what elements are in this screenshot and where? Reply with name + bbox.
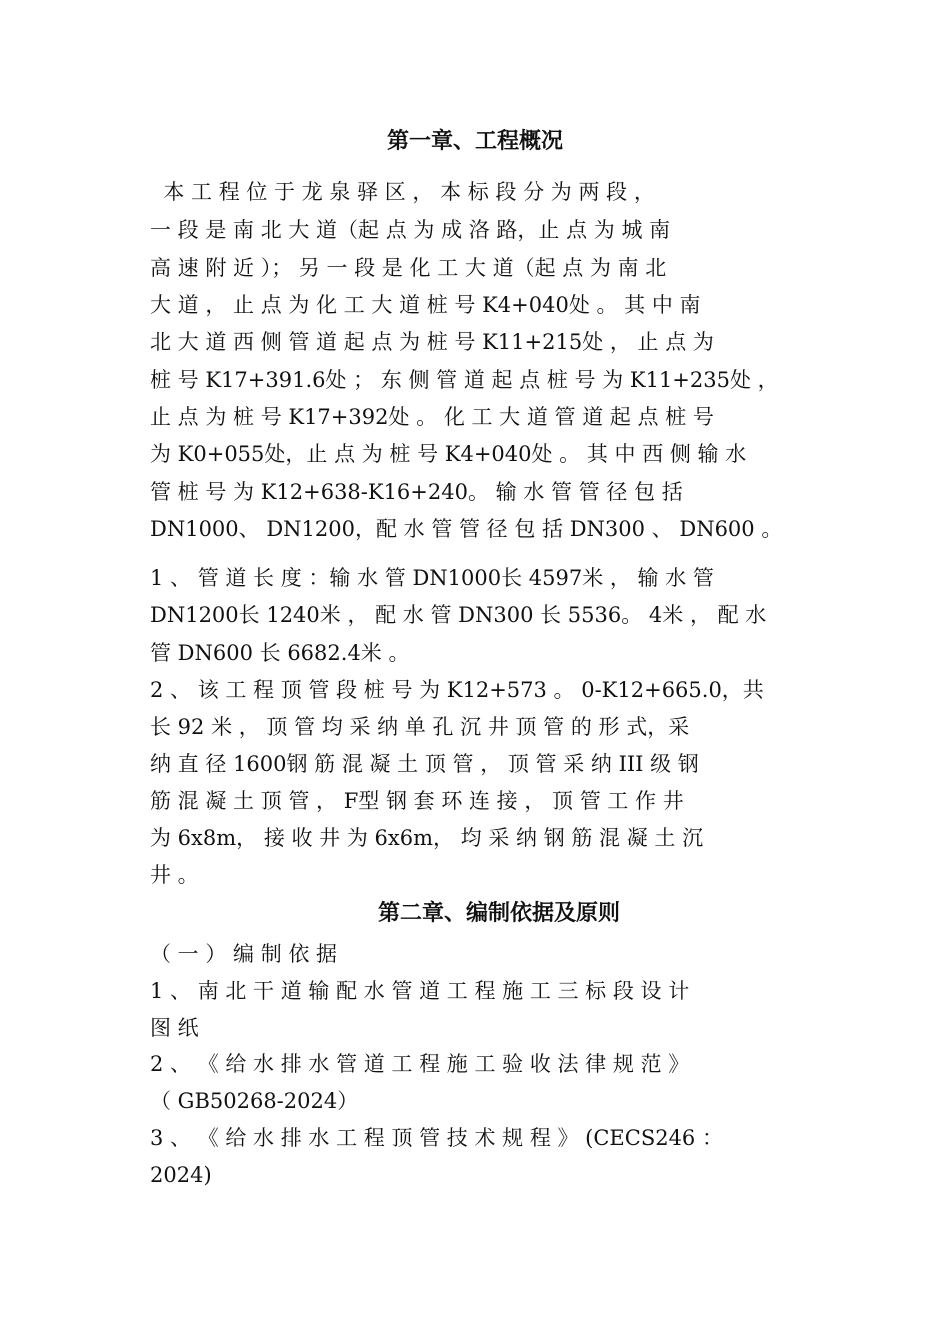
item2-line: 纳 直 径 1600钢 筋 混 凝 土 顶 管 ， 顶 管 采 纳 III 级 钢: [150, 752, 699, 776]
chapter1-line: 止 点 为 桩 号 K17+392处 。 化 工 大 道 管 道 起 点 桩 号: [150, 405, 714, 429]
chapter1-title: 第一章、工程概况: [386, 129, 563, 154]
item2-line: 2 、 该 工 程 顶 管 段 桩 号 为 K12+573 。 0-K12+665.0，共: [150, 678, 764, 702]
item1-line: 管 DN600 长 6682.4米 。: [150, 641, 410, 665]
chapter1-line: 本 工 程 位 于 龙 泉 驿 区 ， 本 标 段 分 为 两 段 ，: [150, 180, 655, 204]
reference-line: 2024): [150, 1163, 212, 1187]
chapter1-line: 为 K0+055处，止 点 为 桩 号 K4+040处 。 其 中 西 侧 输 水: [150, 442, 747, 466]
chapter1-line: 一 段 是 南 北 大 道（起 点 为 成 洛 路，止 点 为 城 南: [150, 218, 671, 242]
chapter1-line: 管 桩 号 为 K12+638-K16+240。 输 水 管 管 径 包 括: [150, 480, 683, 504]
item1-line: DN1200长 1240米 ， 配 水 管 DN300 长 5536。 4米 ， 配 水: [150, 603, 767, 627]
item2-line: 为 6x8m， 接 收 井 为 6x6m， 均 采 纳 钢 筋 混 凝 土 沉: [150, 826, 704, 850]
section-heading: （ 一 ） 编 制 依 据: [150, 942, 338, 966]
item1-line: 1 、 管 道 长 度 ：输 水 管 DN1000长 4597米 ， 输 水 管: [150, 566, 714, 590]
chapter1-line: 桩 号 K17+391.6处 ； 东 侧 管 道 起 点 桩 号 为 K11+235处 ，: [150, 368, 779, 392]
item2-line: 筋 混 凝 土 顶 管 ， F型 钢 套 环 连 接 ， 顶 管 工 作 井: [150, 789, 684, 813]
reference-line: 2 、 《 给 水 排 水 管 道 工 程 施 工 验 收 法 律 规 范 》: [150, 1052, 690, 1076]
reference-line: 1 、 南 北 干 道 输 配 水 管 道 工 程 施 工 三 标 段 设 计: [150, 979, 690, 1003]
chapter1-line: 大 道 ， 止 点 为 化 工 大 道 桩 号 K4+040处 。 其 中 南: [150, 293, 701, 317]
chapter2-title: 第二章、编制依据及原则: [377, 901, 620, 926]
item2-line: 井 。: [150, 863, 199, 887]
chapter1-line: 北 大 道 西 侧 管 道 起 点 为 桩 号 K11+215处 ， 止 点 为: [150, 330, 714, 354]
chapter1-line: DN1000、 DN1200，配 水 管 管 径 包 括 DN300 、 DN600 。: [150, 517, 783, 541]
chapter1-line: 高 速 附 近 ）； 另 一 段 是 化 工 大 道（起 点 为 南 北: [150, 256, 667, 280]
item2-line: 长 92 米 ， 顶 管 均 采 纳 单 孔 沉 井 顶 管 的 形 式，采: [150, 715, 690, 739]
reference-line: 3 、 《 给 水 排 水 工 程 顶 管 技 术 规 程 》 (CECS246 ：: [150, 1126, 723, 1150]
reference-line: （ GB50268-2024）: [150, 1089, 359, 1113]
reference-line: 图 纸: [150, 1016, 199, 1040]
